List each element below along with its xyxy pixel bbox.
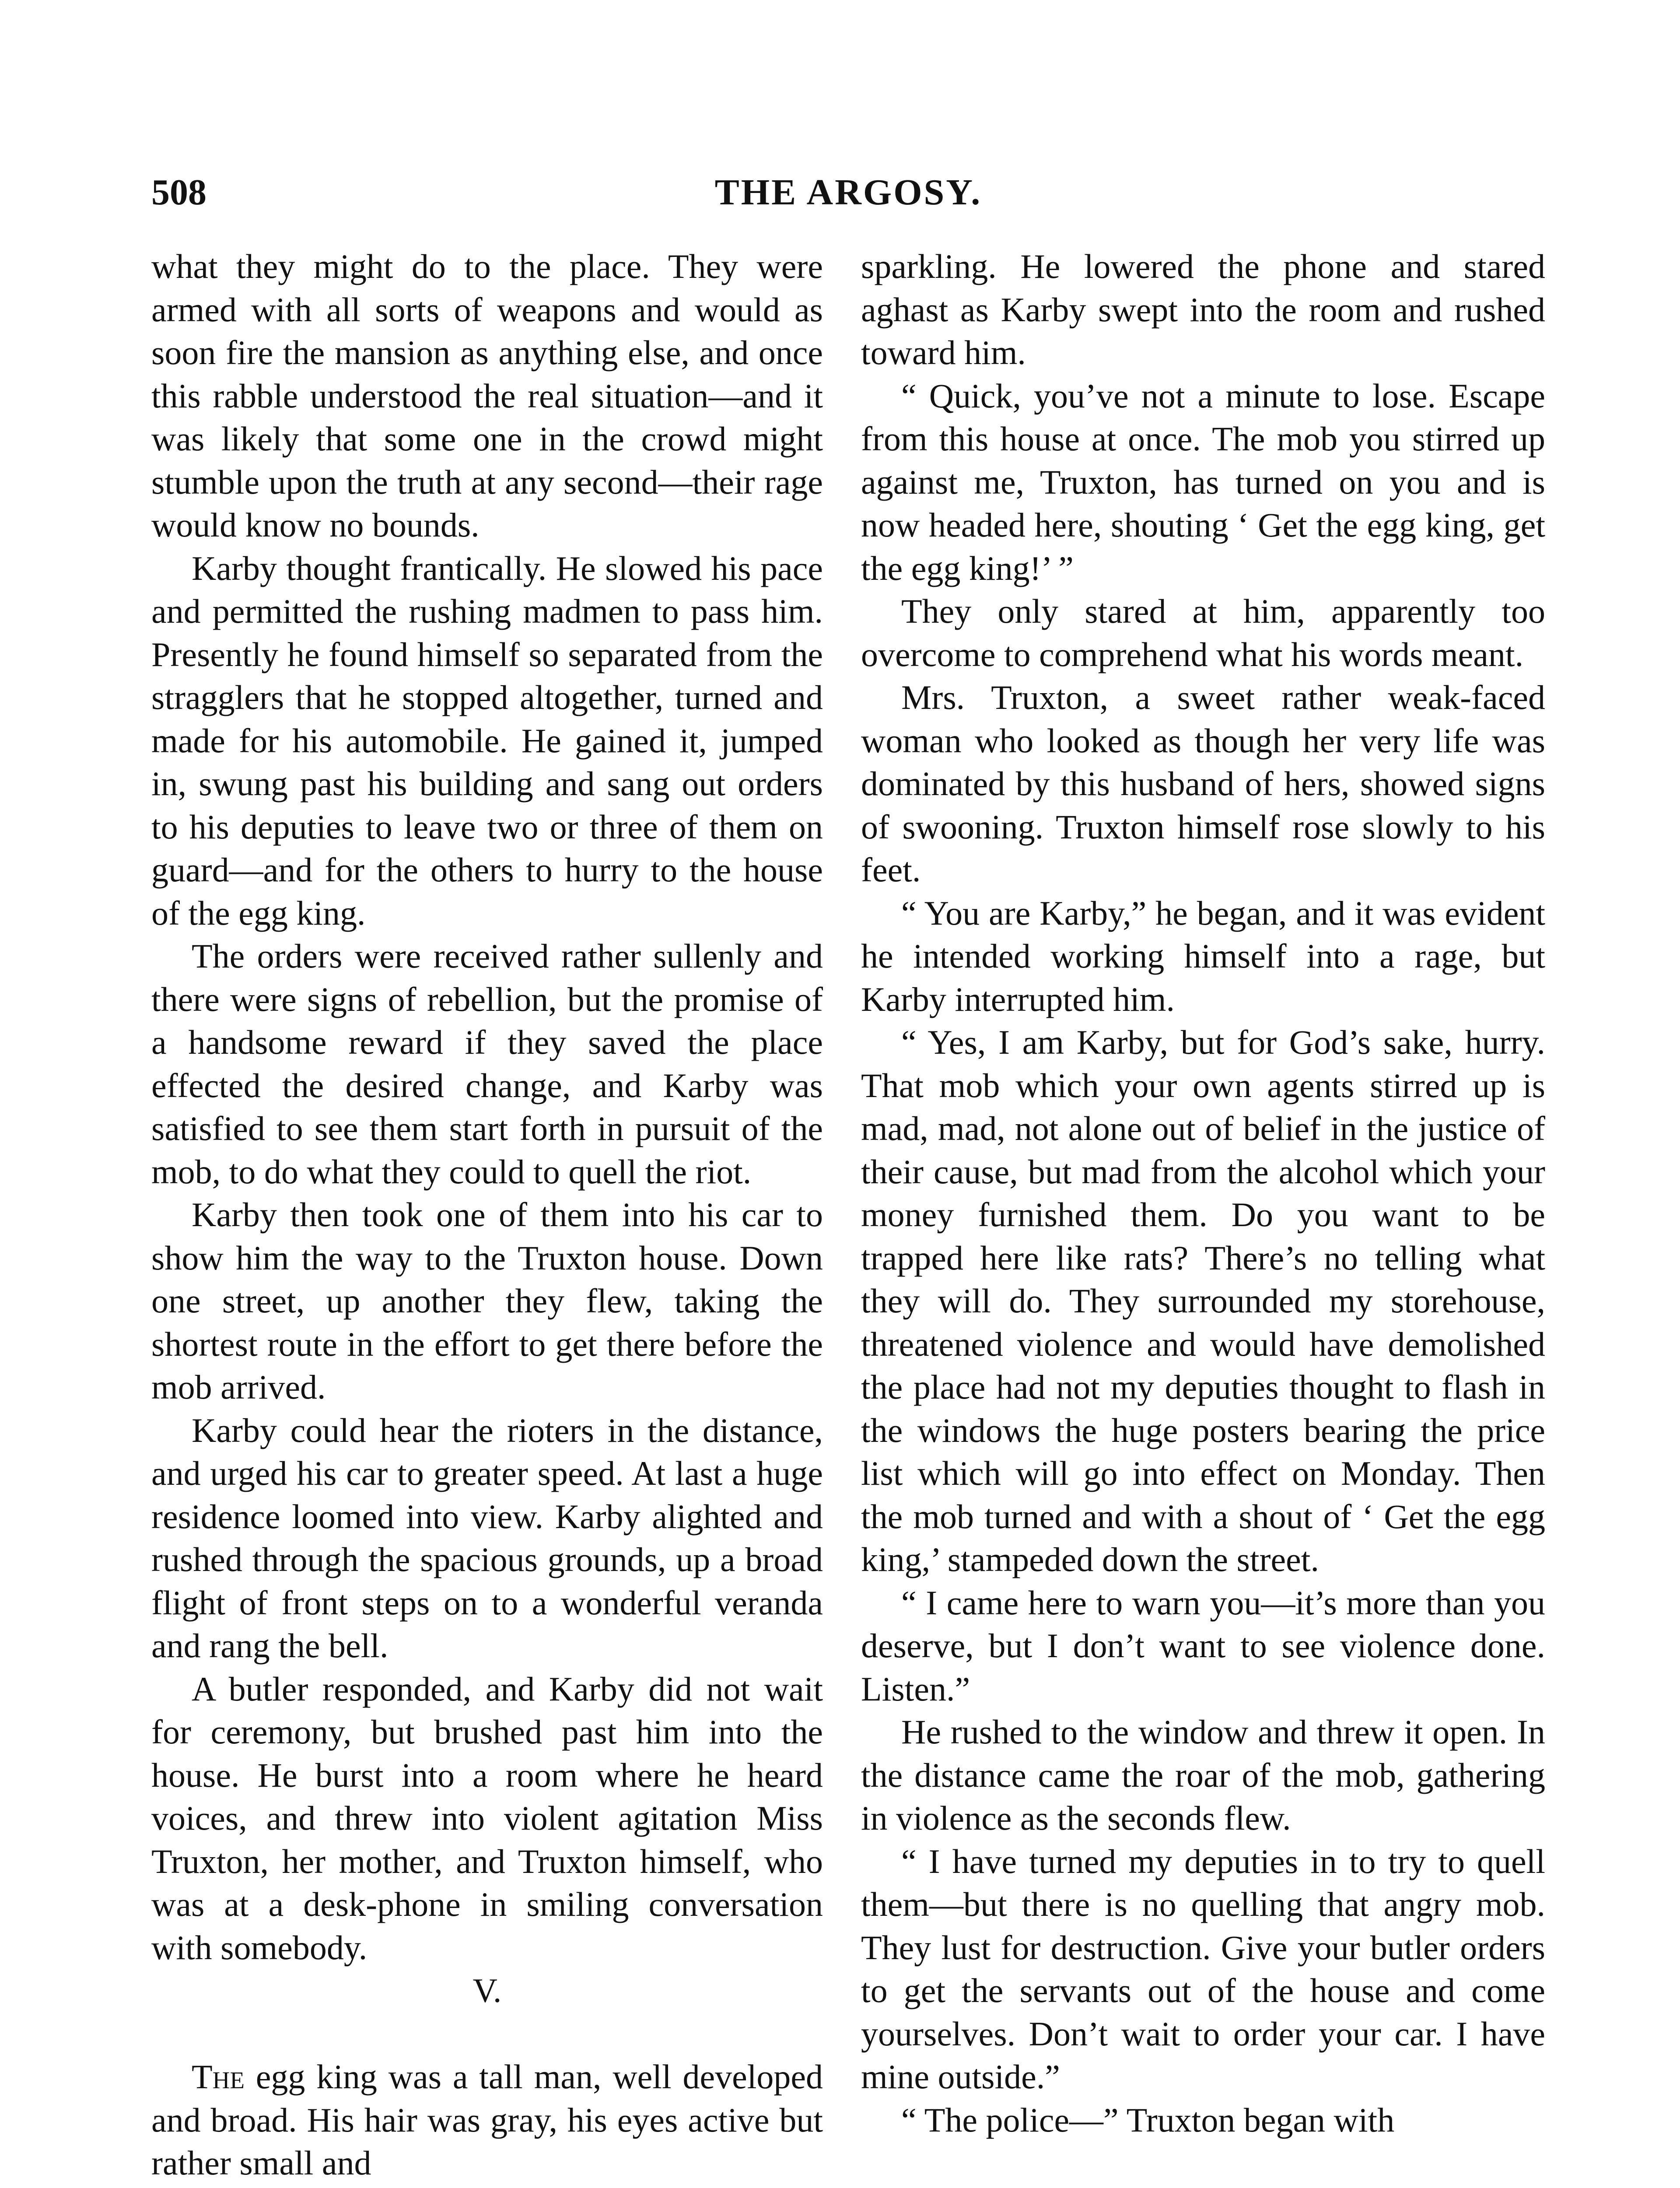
paragraph: “ The police—” Truxton began with <box>901 2100 1395 2139</box>
paragraph: The orders were received rather sullenly and there were signs of rebellion, but the promise of a handsome reward if they saved the place effected the desired change, and Karby was satisfied to see them start forth in pursuit of the mob, to do what they could to quell the riot. <box>151 937 823 1191</box>
left-column <box>151 245 823 2185</box>
paragraph: Karby then took one of them into his car to show him the way to the Truxton house. Down one street, up another they flew, taking the shortest route in the effort to get there before the mob arrived. <box>151 1196 823 1406</box>
page-number: 508 <box>151 172 206 213</box>
paragraph: what they might do to the place. They were armed with all sorts of weapons and would as soon fire the mansion as anything else, and once this rabble understood the real situation—and it was likely that some one in the crowd might stumble upon the truth at any second—their rage would know no bounds. <box>151 247 823 544</box>
paragraph: “ Yes, I am Karby, but for God’s sake, hurry. That mob which your own agents stirred up is mad, mad, not alone out of belief in the justice of their cause, but mad from the alcohol which your money furnished them. Do you want to be trapped here like rats? There’s no telling what they will do. They surrounded my storehouse, threatened violence and would have demolished the place had not my deputies thought to flash in the windows the huge posters bearing the price list which will go into effect on Monday. Then the mob turned and with a shout of ‘ Get the egg king,’ stampeded down the street. <box>861 1023 1545 1578</box>
paragraph <box>151 2055 823 2185</box>
paragraph-text: egg king was a tall man, well developed and broad. His hair was gray, his eyes active but rather small and <box>151 2058 823 2182</box>
paragraph-lead-word: The <box>192 2058 245 2096</box>
paragraph: A butler responded, and Karby did not wait for ceremony, but brushed past him into the house. He burst into a room where he heard voices, and threw into violent agitation Miss Truxton, her mother, and Truxton himself, who was at a desk-phone in smiling conversation with somebody. <box>151 1669 823 1967</box>
paragraph: “ Quick, you’ve not a minute to lose. Escape from this house at once. The mob you stirred up against me, Truxton, has turned on you and is now headed here, shouting ‘ Get the egg king, get the egg king!’ ” <box>861 376 1545 587</box>
running-title: THE ARGOSY. <box>714 172 982 213</box>
paragraph: He rushed to the window and threw it open. In the distance came the roar of the mob, gathering in violence as the seconds flew. <box>861 1713 1545 1837</box>
paragraph: “ You are Karby,” he began, and it was evident he intended working himself into a rage, but Karby interrupted him. <box>861 894 1545 1018</box>
paragraph: sparkling. He lowered the phone and stared aghast as Karby swept into the room and rushed toward him. <box>861 247 1545 372</box>
paragraph: They only stared at him, apparently too overcome to comprehend what his words meant. <box>861 592 1545 673</box>
paragraph: “ I have turned my deputies in to try to quell them—but there is no quelling that angry mob. They lust for destruction. Give your butler orders to get the servants out of the house and come yourselves. Don’t wait to order your car. I have mine outside.” <box>861 1842 1545 2096</box>
right-column <box>861 245 1545 2142</box>
paragraph: “ I came here to warn you—it’s more than you deserve, but I don’t want to see violence done. Listen.” <box>861 1583 1545 1708</box>
section-heading: V. <box>472 1971 502 2009</box>
page-header <box>151 168 1545 217</box>
paragraph: Karby could hear the rioters in the distance, and urged his car to greater speed. At last a huge residence loomed into view. Karby alighted and rushed through the spacious grounds, up a broad flight of front steps on to a wonderful veranda and rang the bell. <box>151 1411 823 1665</box>
paragraph: Karby thought frantically. He slowed his pace and permitted the rushing madmen to pass him. Presently he found himself so separated from the stragglers that he stopped altogether, turned and made for his automobile. He gained it, jumped in, swung past his building and sang out orders to his deputies to leave two or three of them on guard—and for the others to hurry to the house of the egg king. <box>151 549 823 932</box>
paragraph: Mrs. Truxton, a sweet rather weak-faced woman who looked as though her very life was dominated by this husband of hers, showed signs of swooning. Truxton himself rose slowly to his feet. <box>861 678 1545 889</box>
